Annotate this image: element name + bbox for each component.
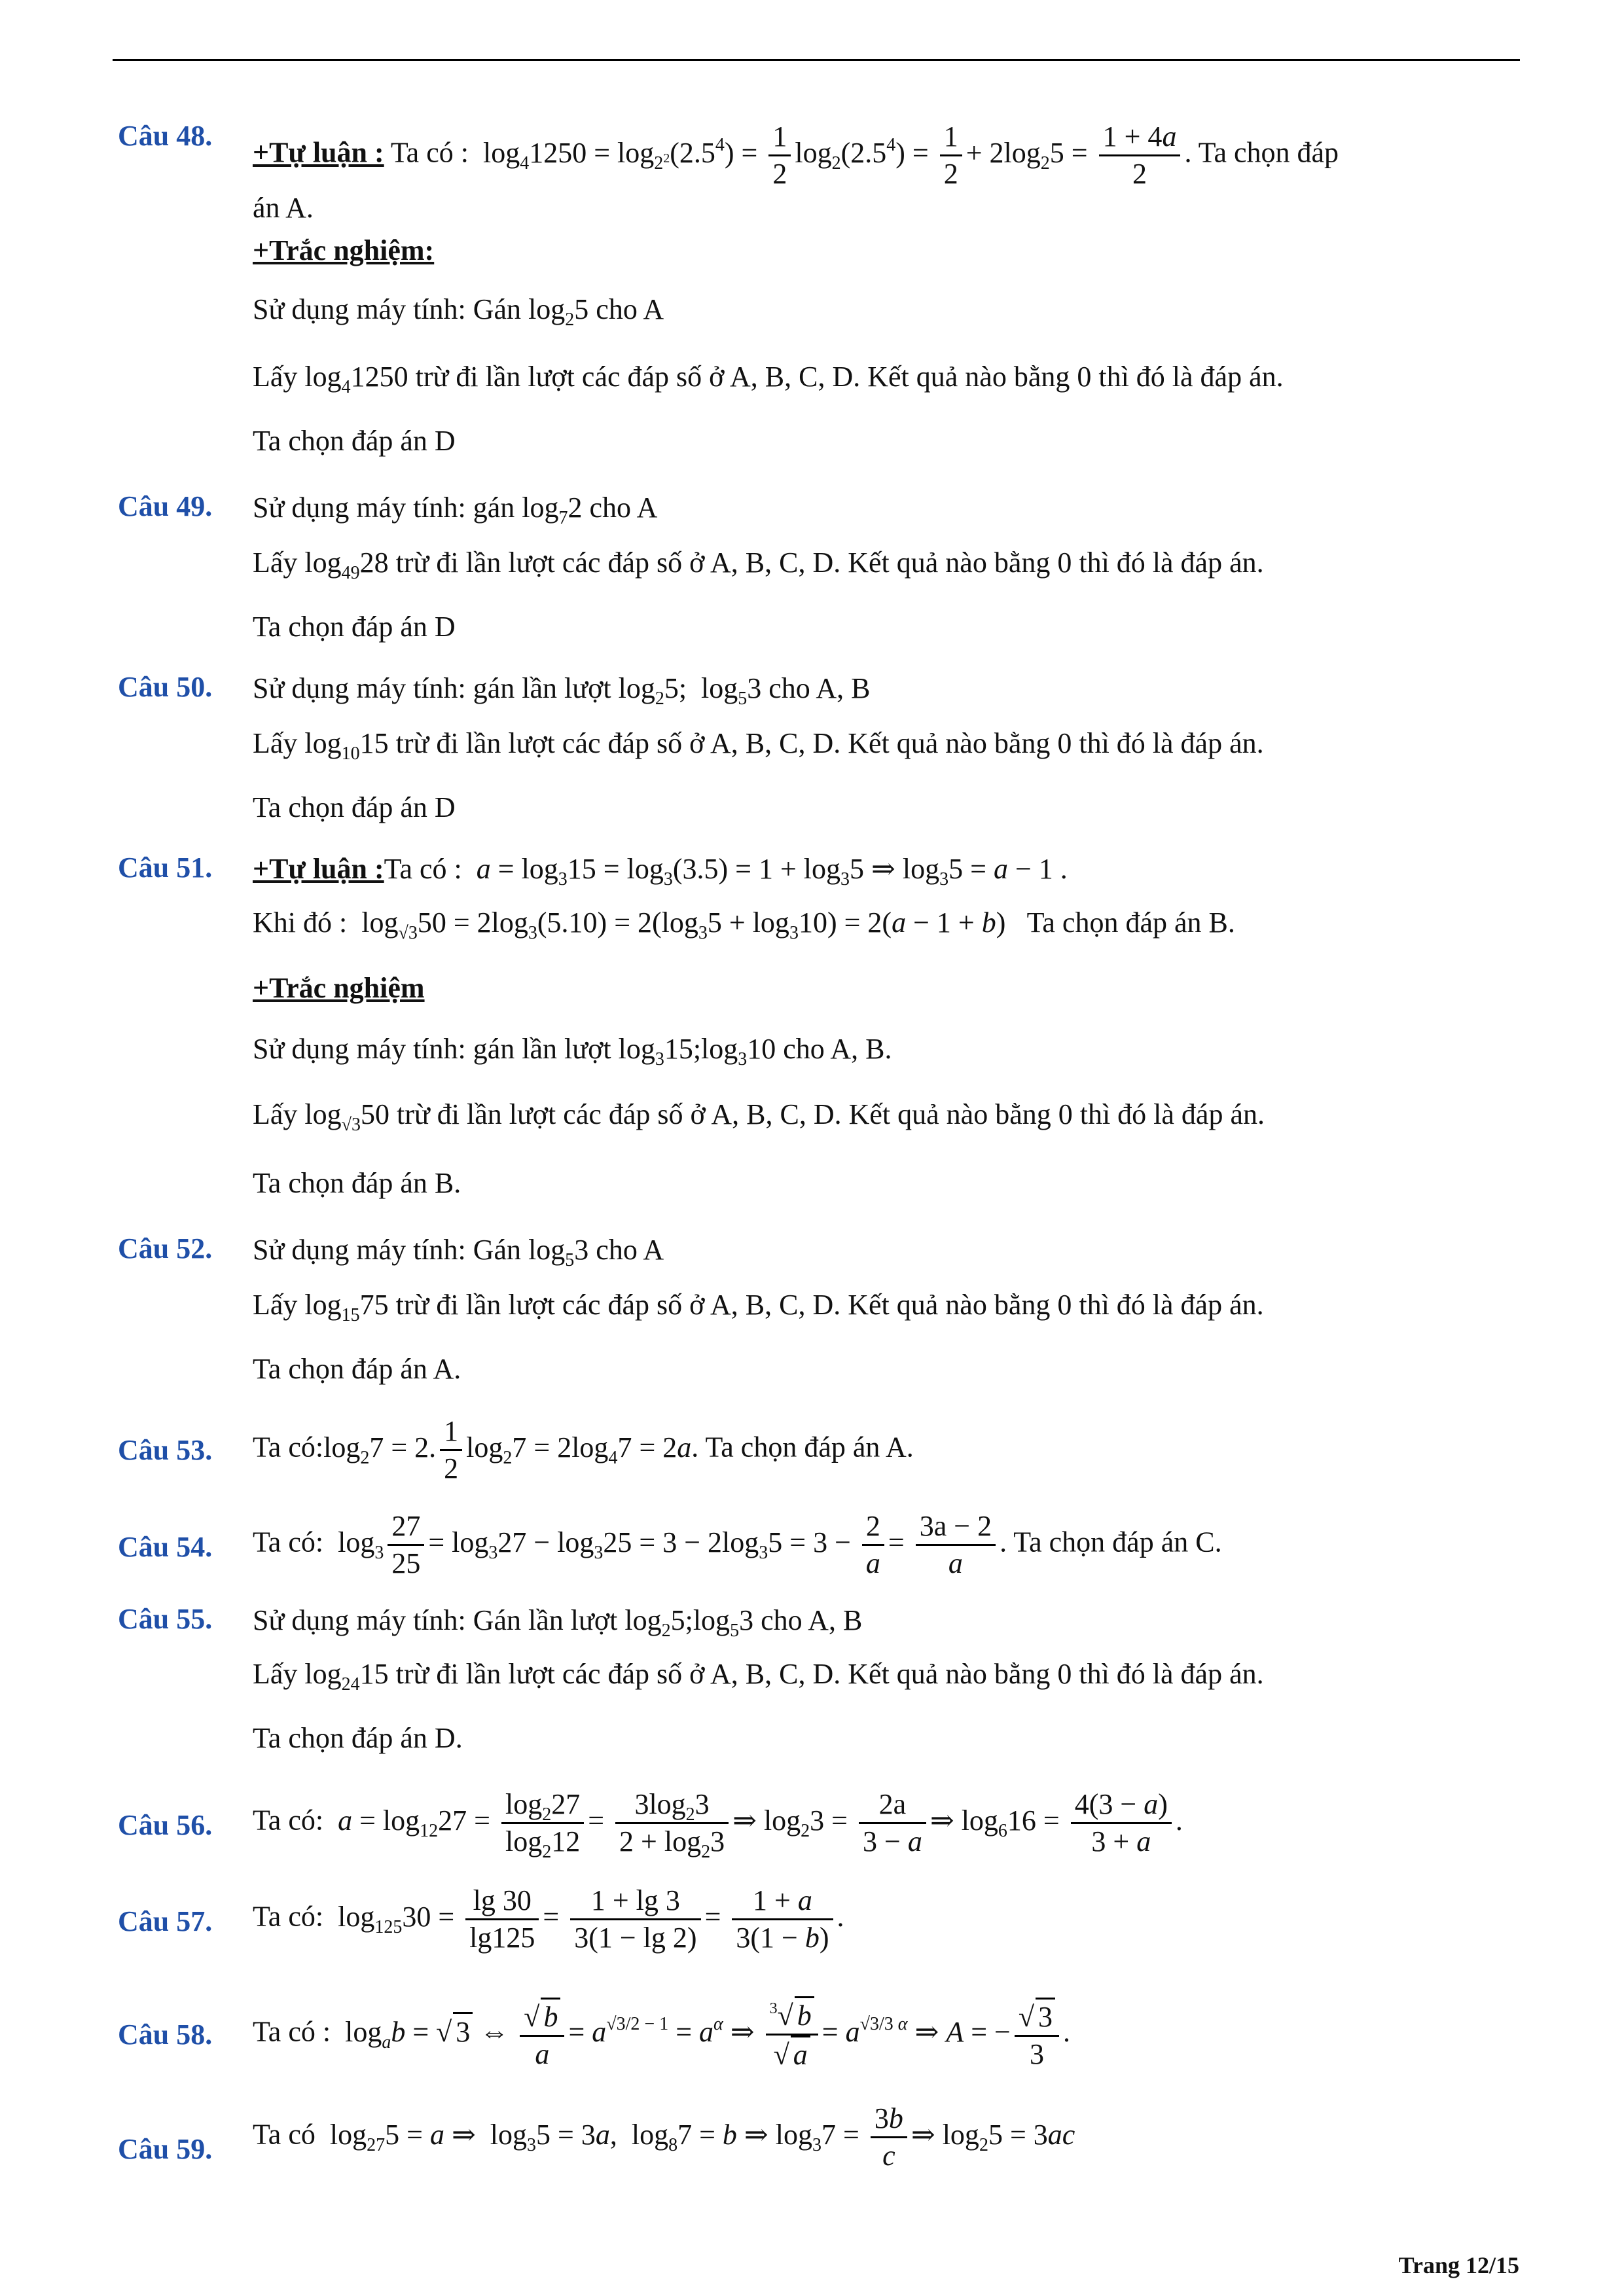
question-label-52: Câu 52. <box>118 1232 213 1265</box>
question-label-56: Câu 56. <box>118 1809 213 1841</box>
c48-line-lay: Lấy $\log_41250$ trừ đi lần lượt các đáp số ở A, B, C, D. Kết quả nào bằng 0 thì đó là đáp án. <box>253 361 1284 397</box>
c57-line: Ta có: $\log_{125}30$ = $\frac{\lg 30}{\lg 125}$ = $\frac{1 + \lg 3}{3(1 - \lg 2)}$ = $\frac{1 + a}{3(1 - b)}$ . <box>253 1884 844 1954</box>
c51-line-1: +Tự luận :Ta có : $a = \log_315 = \log_3(3.5) = 1 + \log_35$ ⇒ $\log_35 = a - 1$ . <box>253 853 1068 889</box>
c49-line-gan: Sử dụng máy tính: gán $\log_72$ cho A <box>253 492 658 528</box>
c49-line-lay: Lấy $\log_{49}28$ trừ đi lần lượt các đáp số ở A, B, C, D. Kết quả nào bằng 0 thì đó là đáp án. <box>253 547 1264 583</box>
c55-line-lay: Lấy $\log_{24}15$ trừ đi lần lượt các đáp số ở A, B, C, D. Kết quả nào bằng 0 thì đó là đáp án. <box>253 1658 1264 1695</box>
question-label-51: Câu 51. <box>118 852 213 884</box>
c51-trac-nghiem-heading: +Trắc nghiệm <box>253 972 425 1004</box>
c52-line-gan: Sử dụng máy tính: Gán $\log_53$ cho A <box>253 1234 664 1270</box>
c53-line: Ta $có:\log_27 = 2$. $\frac{1}{2}$ $\log_27 = 2\log_47 = 2a$. Ta chọn đáp án A. <box>253 1415 914 1484</box>
c48-answer: Ta chọn đáp án D <box>253 425 456 457</box>
c48-line-2: án A. <box>253 192 314 224</box>
question-label-50: Câu 50. <box>118 671 213 703</box>
c59-line: Ta có $\log_{27}5 = a$ ⇒ $\log_35 = 3a$, $\log_87 = b$ ⇒ $\log_37$ = $\frac{3b}{c}$ ⇒ $\log_25 = 3ac$ <box>253 2102 1075 2172</box>
question-label-54: Câu 54. <box>118 1531 213 1563</box>
c50-answer: Ta chọn đáp án D <box>253 791 456 823</box>
question-label-58: Câu 58. <box>118 2018 213 2051</box>
c51-line-lay: Lấy $\log_{√3}50$ trừ đi lần lượt các đáp số ở A, B, C, D. Kết quả nào bằng 0 thì đó là đáp án. <box>253 1098 1265 1135</box>
page-number: Trang 12/15 <box>1398 2252 1519 2278</box>
question-label-55: Câu 55. <box>118 1603 213 1635</box>
c50-line-lay: Lấy $\log_{10}15$ trừ đi lần lượt các đáp số ở A, B, C, D. Kết quả nào bằng 0 thì đó là đáp án. <box>253 727 1264 764</box>
question-label-48: Câu 48. <box>118 120 213 152</box>
c48-line-gan: Sử dụng máy tính: Gán $\log_25$ cho A <box>253 293 664 330</box>
c48-line-1: +Tự luận : Ta có : $\log_41250 = \log_{2^2}(2.5^4)$ = $\frac{1}{2}$ $\log_2(2.5^4)$ = $\frac{1}{2}$ + $2\log_25$ = $\frac{1 + 4a}{2}$ . Ta chọn đáp <box>253 120 1339 190</box>
c54-line: Ta có: $\log_3$ $\frac{27}{25}$ = $\log_327 - \log_325 = 3 - 2\log_35 = 3$ − $\frac{2}{a}$ = $\frac{3a - 2}{a}$ . Ta chọn đáp án C. <box>253 1510 1222 1579</box>
c51-answer: Ta chọn đáp án B. <box>253 1167 461 1199</box>
header-rule <box>113 59 1520 61</box>
c55-answer: Ta chọn đáp án D. <box>253 1722 463 1754</box>
c55-line-gan: Sử dụng máy tính: Gán lần lượt $\log_25;\log_53$ cho A, B <box>253 1604 863 1641</box>
c49-answer: Ta chọn đáp án D <box>253 611 456 643</box>
c48-trac-nghiem-heading: +Trắc nghiệm: <box>253 234 435 266</box>
question-label-53: Câu 53. <box>118 1434 213 1466</box>
c50-line-gan: Sử dụng máy tính: gán lần lượt $\log_25$; $\log_53$ cho A, B <box>253 672 871 709</box>
c56-line: Ta có: $a = \log_{12}27$ = $\frac{\log_227}{\log_212}$ = $\frac{3\log_23}{2 + \log_23}$ ⇒ $\log_23$ = $\frac{2a}{3 - a}$ ⇒ $\log_616$ = $\frac{4(3 - a)}{3 + a}$ . <box>253 1788 1183 1862</box>
c52-line-lay: Lấy $\log_{15}75$ trừ đi lần lượt các đáp số ở A, B, C, D. Kết quả nào bằng 0 thì đó là đáp án. <box>253 1289 1264 1325</box>
question-label-57: Câu 57. <box>118 1905 213 1937</box>
question-label-59: Câu 59. <box>118 2133 213 2165</box>
c52-answer: Ta chọn đáp án A. <box>253 1353 461 1385</box>
c58-line: Ta có : $\log_ab$ = √ 3 ⇔ $\frac{√ b}{a}$ = $a^{√3/2 - 1} = a^\alpha$ ⇒ $\frac{^3√ b}{√ a}$ = $a^{√3/3 \alpha}$ ⇒ A = − $\frac{√ 3}{3}$ . <box>253 1996 1070 2073</box>
c51-line-gan: Sử dụng máy tính: gán lần lượt $\log_315;\log_310$ cho A, B. <box>253 1033 892 1069</box>
c51-line-2: Khi đó : $\log_{√3}50 = 2\log_3(5.10) = 2(\log_35 + \log_310) = 2(a - 1 + b)$ Ta chọn đáp án B. <box>253 906 1235 943</box>
question-label-49: Câu 49. <box>118 490 213 522</box>
